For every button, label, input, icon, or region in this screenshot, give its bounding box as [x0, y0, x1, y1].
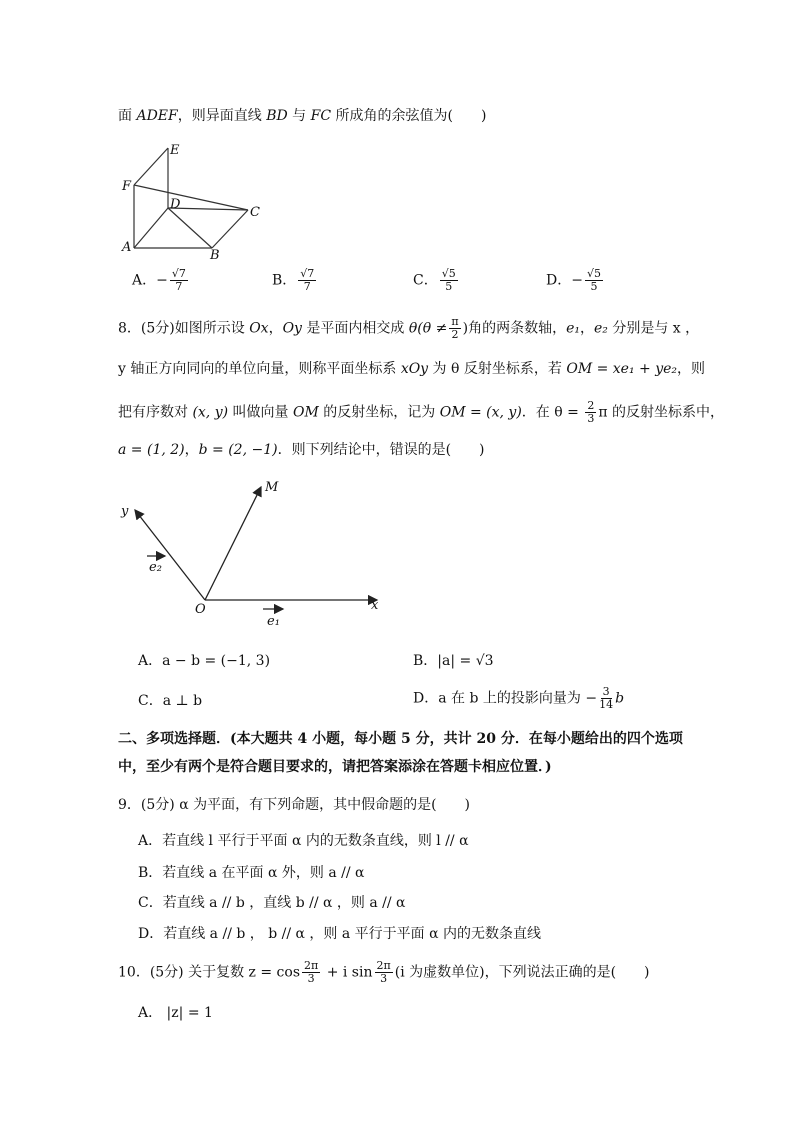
q7-option-d: D．− $\frac{√5}{5}$	[546, 267, 601, 293]
label-e2: e₂	[149, 560, 162, 575]
q8-line1: 8．(5分)如图所示设 Ox，Oy 是平面内相交成 θ(θ ≠ $\frac{\pi}{2}$ )角的两条数轴，e₁，e₂ 分别是与 x ，	[118, 315, 700, 341]
q7-stem: 面 ADEF，则异面直线 BD 与 FC 所成角的余弦值为( )	[118, 108, 487, 124]
label-x: x	[371, 598, 379, 613]
edge-DB	[168, 208, 212, 248]
q7-option-b: B． $\frac{√7}{7}$	[272, 267, 315, 293]
q10-option-a: A． |z| = 1	[138, 1005, 213, 1021]
label-y: y	[121, 504, 129, 519]
q8-option-b: B．|a| = √3	[413, 653, 494, 669]
section-2-heading: 二、多项选择题．(本大题共 4 小题，每小题 5 分，共计 20 分．在每小题给出的四个选项	[118, 731, 683, 747]
q7-option-a: A．− $\frac{√7}{7}$	[132, 267, 186, 293]
edge-AD	[134, 208, 168, 248]
label-O: O	[195, 602, 206, 617]
vector-OM	[205, 487, 261, 600]
label-F: F	[122, 179, 132, 194]
section-2-heading-cont: 中，至少有两个是符合题目要求的，请把答案添涂在答题卡相应位置．)	[118, 759, 552, 775]
y-axis	[135, 510, 205, 600]
label-E: E	[170, 143, 180, 158]
q7-figure	[110, 138, 280, 260]
q8-line2: y 轴正方向同向的单位向量，则称平面坐标系 xOy 为 θ 反射坐标系，若 OM = xe₁ + ye₂，则	[118, 361, 706, 377]
label-C: C	[250, 205, 260, 220]
q9-option-b: B．若直线 a 在平面 α 外，则 a // α	[138, 865, 365, 881]
q8-figure	[115, 475, 395, 630]
q8-option-a: A．a − b = (−1, 3)	[138, 653, 271, 669]
edge-FE	[134, 148, 168, 185]
label-A: A	[122, 240, 132, 255]
q7-option-c: C． $\frac{√5}{5}$	[413, 267, 456, 293]
q9-stem: 9．(5分) α 为平面，有下列命题，其中假命题的是( )	[118, 797, 471, 813]
q9-option-d: D．若直线 a // b ， b // α ，则 a 平行于平面 α 内的无数条直线	[138, 926, 542, 942]
label-B: B	[210, 248, 220, 260]
edge-BC	[212, 210, 248, 248]
label-M: M	[265, 480, 279, 495]
label-D: D	[170, 197, 181, 212]
q9-option-c: C．若直线 a // b ，直线 b // α ，则 a // α	[138, 895, 406, 911]
q8-line4: a = (1, 2)，b = (2, −1)．则下列结论中，错误的是( )	[118, 442, 485, 458]
q8-line3: 把有序数对 (x, y) 叫做向量 OM 的反射坐标，记为 OM = (x, y)．在 θ = $\frac{2}{3}$ π 的反射坐标系中，	[118, 399, 724, 425]
q9-option-a: A．若直线 l 平行于平面 α 内的无数条直线，则 l // α	[138, 833, 469, 849]
q10-stem: 10．(5分) 关于复数 z = cos $\frac{2\pi}{3}$ + i sin $\frac{2\pi}{3}$ (i 为虚数单位)，下列说法正确的是( )	[118, 959, 650, 985]
q8-option-c: C．a ⊥ b	[138, 693, 203, 709]
edge-FC	[134, 185, 248, 210]
q8-option-d: D．a 在 b 上的投影向量为 − $\frac{3}{14}$ b	[413, 685, 625, 711]
label-e1: e₁	[267, 614, 280, 629]
